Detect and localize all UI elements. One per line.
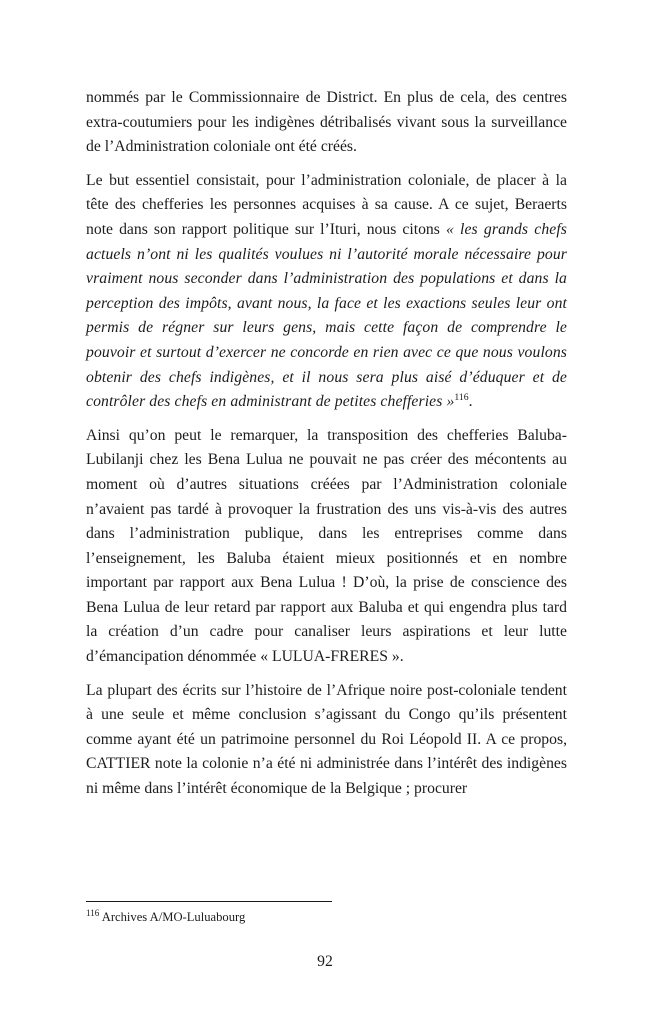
paragraph-2-lead-text: Le but essentiel consistait, pour l’administration coloniale, de placer à la tête des chefferies les personnes acquises à sa cause. A ce sujet, Beraerts note dans son rapport politique sur l’Ituri, nous citons bbox=[86, 171, 567, 238]
paragraph-4: La plupart des écrits sur l’histoire de l’Afrique noire post-coloniale tendent à une seule et même conclusion s’agissant du Congo qu’ils présentent comme ayant été un patrimoine personnel du Roi Léopold II. A ce propos, CATTIER note la colonie n’a été ni administrée dans l’intérêt des indigènes ni même dans l’intérêt économique de la Belgique ; procurer bbox=[86, 681, 567, 798]
footnote-separator-rule bbox=[86, 901, 332, 902]
footnote-entry bbox=[86, 909, 567, 926]
paragraph-2 bbox=[86, 169, 567, 415]
body-text-block bbox=[86, 86, 567, 802]
paragraph-2-end-punctuation: . bbox=[468, 393, 473, 411]
footnote-number: 116 bbox=[86, 907, 100, 918]
footnote-text: Archives A/MO-Luluabourg bbox=[101, 910, 246, 924]
paragraph-3: Ainsi qu’on peut le remarquer, la transposition des chefferies Baluba-Lubilanji chez les Bena Lulua ne pouvait ne pas créer des mécontents au moment où d’autres situations créées par l’Administration coloniale n’avaient pas tardé à provoquer la frustration des uns vis-à-vis des autres dans l’administration publique, dans les entreprises comme dans l’enseignement, les Baluba étaient mieux positionnés et en nombre important par rapport aux Bena Lulua ! D’où, la prise de conscience des Bena Lulua de leur retard par rapport aux Baluba et qui engendra plus tard la création d’un cadre pour canaliser leurs aspirations et leur lutte d’émancipation dénommée « LULUA-FRERES ». bbox=[86, 426, 567, 666]
footnote-area bbox=[86, 901, 567, 926]
footnote-reference-116[interactable]: 116 bbox=[454, 391, 469, 403]
paragraph-1: nommés par le Commissionnaire de District. En plus de cela, des centres extra-coutumiers pour les indigènes détribalisés vivant sous la surveillance de l’Administration coloniale ont été créés. bbox=[86, 89, 567, 156]
block-quotation: « les grands chefs actuels n’ont ni les qualités voulues ni l’autorité morale nécessaire pour vraiment nous seconder dans l’administration des populations et dans la perception des impôts, avant nous, la face et les exactions seules leur ont permis de régner sur leurs gens, mais cette façon de comprendre le pouvoir et surtout d’exercer ne concorde en rien avec ce que nous voulons obtenir des chefs indigènes, et il nous sera plus aisé d’éduquer et de contrôler des chefs en administrant de petites chefferies » bbox=[86, 220, 567, 411]
page-number: 92 bbox=[317, 953, 333, 970]
